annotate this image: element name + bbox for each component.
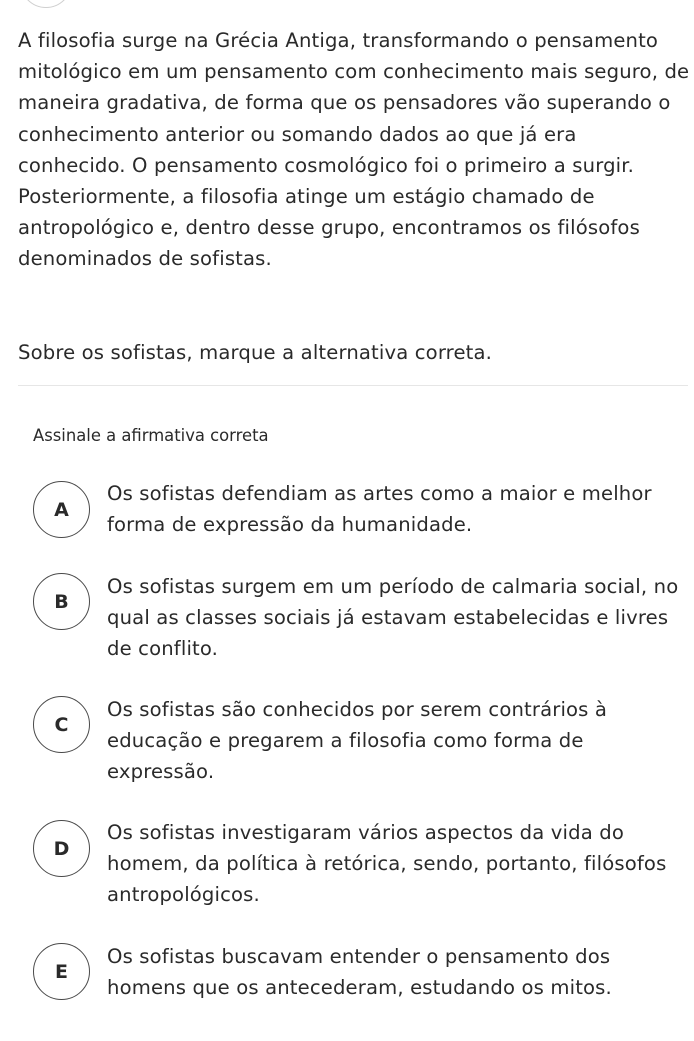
option-letter-a[interactable]: A (33, 481, 90, 538)
option-text-e[interactable]: Os sofistas buscavam entender o pensamento dos homens que os antecederam, estudando os mitos. (107, 945, 612, 1000)
option-text-a[interactable]: Os sofistas defendiam as artes como a maior e melhor forma de expressão da humanidade. (107, 482, 652, 537)
option-letter-d[interactable]: D (33, 820, 90, 877)
option-text-d[interactable]: Os sofistas investigaram vários aspectos da vida do homem, da política à retórica, sendo, portanto, filósofos antropológicos. (107, 821, 667, 907)
option-text-b[interactable]: Os sofistas surgem em um período de calmaria social, no qual as classes sociais já estavam estabelecidas e livres de conflito. (107, 575, 679, 661)
question-prompt: Sobre os sofistas, marque a alternativa correta. (18, 341, 493, 364)
option-text-c[interactable]: Os sofistas são conhecidos por serem contrários à educação e pregarem a filosofia como forma de expressão. (107, 698, 608, 784)
question-statement: A filosofia surge na Grécia Antiga, transformando o pensamento mitológico em um pensamento com conhecimento mais seguro, de maneira gradativa, de forma que os pensadores vão superando o conhecimento anterior ou somando dados ao que já era conhecido. O pensamento cosmológico foi o primeiro a surgir. Posteriormente, a filosofia atinge um estágio chamado de antropológico e, dentro desse grupo, encontramos os filósofos denominados de sofistas. (18, 29, 690, 271)
option-letter-e[interactable]: E (33, 943, 90, 1000)
section-divider (18, 385, 688, 386)
previous-option-circle (20, 0, 72, 8)
answer-instruction: Assinale a afirmativa correta (33, 426, 269, 445)
option-letter-b[interactable]: B (33, 573, 90, 630)
option-letter-c[interactable]: C (33, 696, 90, 753)
